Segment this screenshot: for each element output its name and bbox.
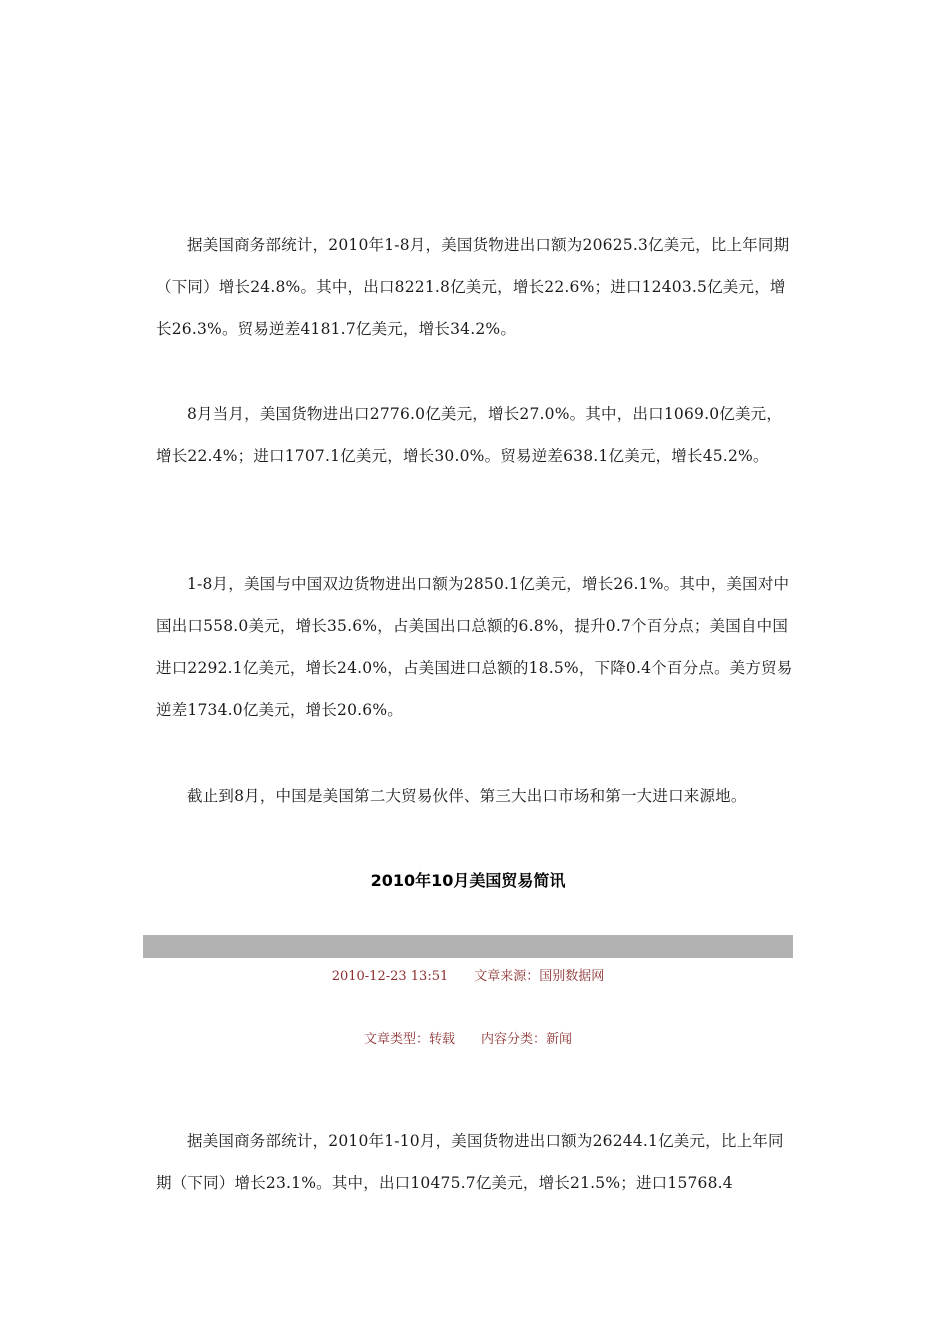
paragraph-us-china-trade: 1-8月，美国与中国双边货物进出口额为2850.1亿美元，增长26.1%。其中，美国对中国出口558.0美元，增长35.6%，占美国出口总额的6.8%，提升0.7个百分点；美国自中国进口2292.1亿美元，增长24.0%，占美国进口总额的18.5%，下降0.4个百分点。美方贸易逆差1734.0亿美元，增长20.6%。 xyxy=(156,575,793,719)
article-type: 文章类型：转载 xyxy=(363,1032,455,1047)
publish-date: 2010-12-23 13:51 xyxy=(331,969,449,984)
paragraph-china-ranking: 截止到8月，中国是美国第二大贸易伙伴、第三大出口市场和第一大进口来源地。 xyxy=(187,787,747,805)
paragraph-jan-oct-trade: 据美国商务部统计，2010年1-10月，美国货物进出口额为26244.1亿美元，比上年同期（下同）增长23.1%。其中，出口10475.7亿美元，增长21.5%；进口15768.4 xyxy=(156,1132,784,1192)
title-divider-bar xyxy=(143,935,793,958)
article-source: 文章来源：国别数据网 xyxy=(474,969,605,984)
paragraph-jan-aug-trade: 据美国商务部统计，2010年1-8月，美国货物进出口额为20625.3亿美元，比上年同期（下同）增长24.8%。其中，出口8221.8亿美元，增长22.6%；进口12403.5亿美元，增长26.3%。贸易逆差4181.7亿美元，增长34.2%。 xyxy=(156,236,790,338)
article-meta-row xyxy=(143,965,793,984)
content-category: 内容分类：新闻 xyxy=(481,1032,573,1047)
article-category-row xyxy=(143,1028,793,1047)
paragraph-august-trade: 8月当月，美国货物进出口2776.0亿美元，增长27.0%。其中，出口1069.0亿美元，增长22.4%；进口1707.1亿美元，增长30.0%。贸易逆差638.1亿美元，增长45.2%。 xyxy=(156,405,783,465)
article-title: 2010年10月美国贸易简讯 xyxy=(370,871,566,890)
